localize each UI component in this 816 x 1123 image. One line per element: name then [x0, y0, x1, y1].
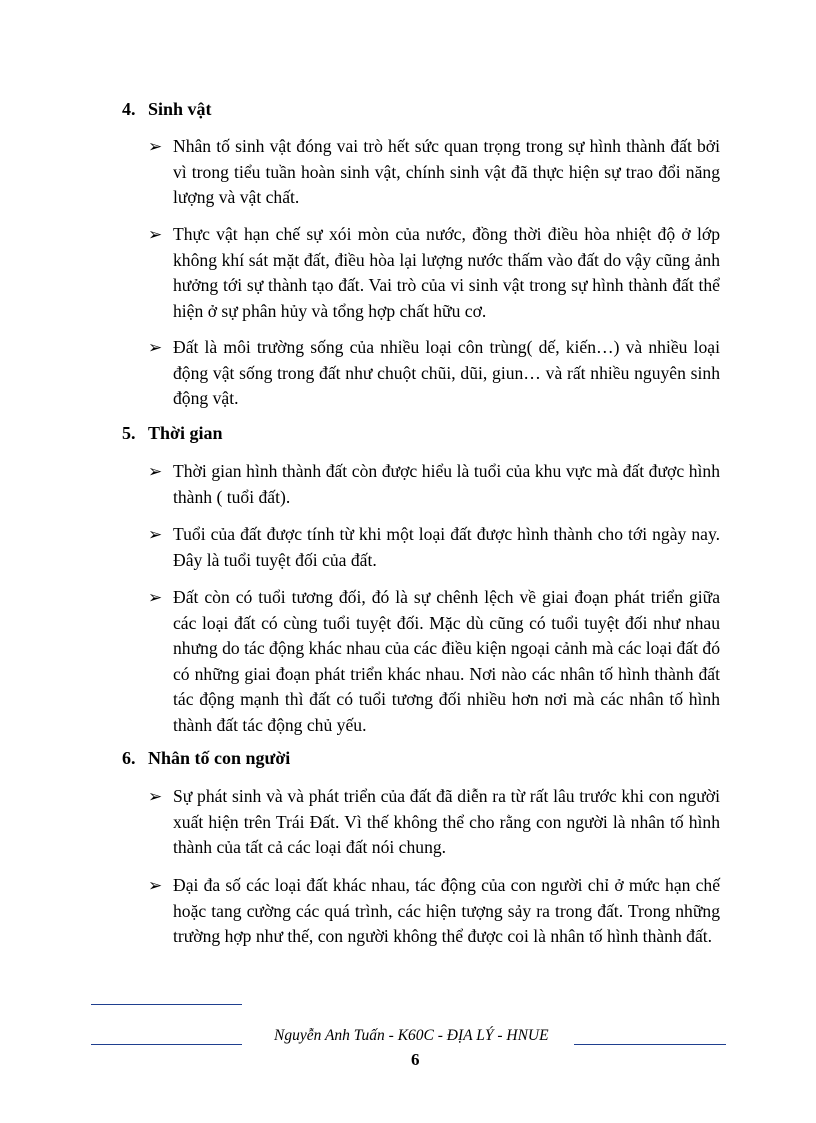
- list-item: [148, 222, 720, 324]
- section-heading-4: [122, 97, 722, 121]
- list-item-text: Đất là môi trường sống của nhiều loại côn trùng( dế, kiến…) và nhiều loại động vật sống trong đất như chuột chũi, dũi, giun… và rất nhiều nguyên sinh động vật.: [173, 337, 720, 408]
- list-item-text: Sự phát sinh và và phát triển của đất đã diễn ra từ rất lâu trước khi con người xuất hiện trên Trái Đất. Vì thế không thể cho rằng con người là nhân tố hình thành của tất cả các loại đất nói chung.: [173, 786, 720, 857]
- list-item: [148, 459, 720, 510]
- section-number: 6.: [122, 748, 136, 768]
- footer-author: Nguyễn Anh Tuấn - K60C - ĐỊA LÝ - HNUE: [274, 1027, 549, 1044]
- arrow-bullet-icon: ➢: [148, 225, 163, 244]
- arrow-bullet-icon: ➢: [148, 137, 163, 156]
- list-item-text: Thực vật hạn chế sự xói mòn của nước, đồng thời điều hòa nhiệt độ ở lớp không khí sát mặt đất, điều hòa lại lượng nước thấm vào đất do vậy cũng ảnh hưởng tới sự thành tạo đất. Vai trò của vi sinh vật trong sự hình thành đất thể hiện ở sự phân hủy và tổng hợp chất hữu cơ.: [173, 224, 720, 321]
- list-item-text: Đất còn có tuổi tương đối, đó là sự chênh lệch về giai đoạn phát triển giữa các loại đất có cùng tuổi tuyệt đối. Mặc dù cũng có tuổi tuyệt đối như nhau nhưng do tác động khác nhau của các điều kiện ngoại cảnh mà các loại đất đó có những giai đoạn phát triển khác nhau. Nơi nào các nhân tố hình thành đất tác động mạnh thì đất có tuổi tương đối nhiều hơn nơi mà các nhân tố hình thành đất tác động chủ yếu.: [173, 587, 720, 735]
- page-number: 6: [411, 1050, 420, 1069]
- section-heading-6: [122, 746, 722, 770]
- arrow-bullet-icon: ➢: [148, 876, 163, 895]
- list-item-text: Đại đa số các loại đất khác nhau, tác động của con người chỉ ở mức hạn chế hoặc tang cường các quá trình, các hiện tượng sảy ra trong đất. Trong những trường hợp như thế, con người không thể được coi là nhân tố hình thành đất.: [173, 875, 720, 946]
- section-number: 5.: [122, 423, 136, 443]
- list-item-text: Tuổi của đất được tính từ khi một loại đất được hình thành cho tới ngày nay. Đây là tuổi tuyệt đối của đất.: [173, 524, 720, 570]
- footer-rule-left: [91, 1044, 242, 1045]
- arrow-bullet-icon: ➢: [148, 462, 163, 481]
- arrow-bullet-icon: ➢: [148, 525, 163, 544]
- section-title: Nhân tố con người: [148, 748, 291, 768]
- list-item: [148, 134, 720, 211]
- page-footer: [91, 1027, 726, 1047]
- section-heading-5: [122, 421, 722, 445]
- list-item: [148, 585, 720, 738]
- list-item: [148, 873, 720, 950]
- list-item-text: Nhân tố sinh vật đóng vai trò hết sức quan trọng trong sự hình thành đất bởi vì trong tiểu tuần hoàn sinh vật, chính sinh vật đã thực hiện sự trao đổi năng lượng và vật chất.: [173, 136, 720, 207]
- section-title: Sinh vật: [148, 99, 212, 119]
- arrow-bullet-icon: ➢: [148, 338, 163, 357]
- list-item-text: Thời gian hình thành đất còn được hiểu là tuổi của khu vực mà đất được hình thành ( tuổi đất).: [173, 461, 720, 507]
- list-item: [148, 335, 720, 412]
- list-item: [148, 522, 720, 573]
- arrow-bullet-icon: ➢: [148, 588, 163, 607]
- arrow-bullet-icon: ➢: [148, 787, 163, 806]
- list-item: [148, 784, 720, 861]
- footnote-separator: [91, 1004, 242, 1005]
- footer-rule-right: [574, 1044, 726, 1045]
- section-number: 4.: [122, 99, 136, 119]
- section-title: Thời gian: [148, 423, 223, 443]
